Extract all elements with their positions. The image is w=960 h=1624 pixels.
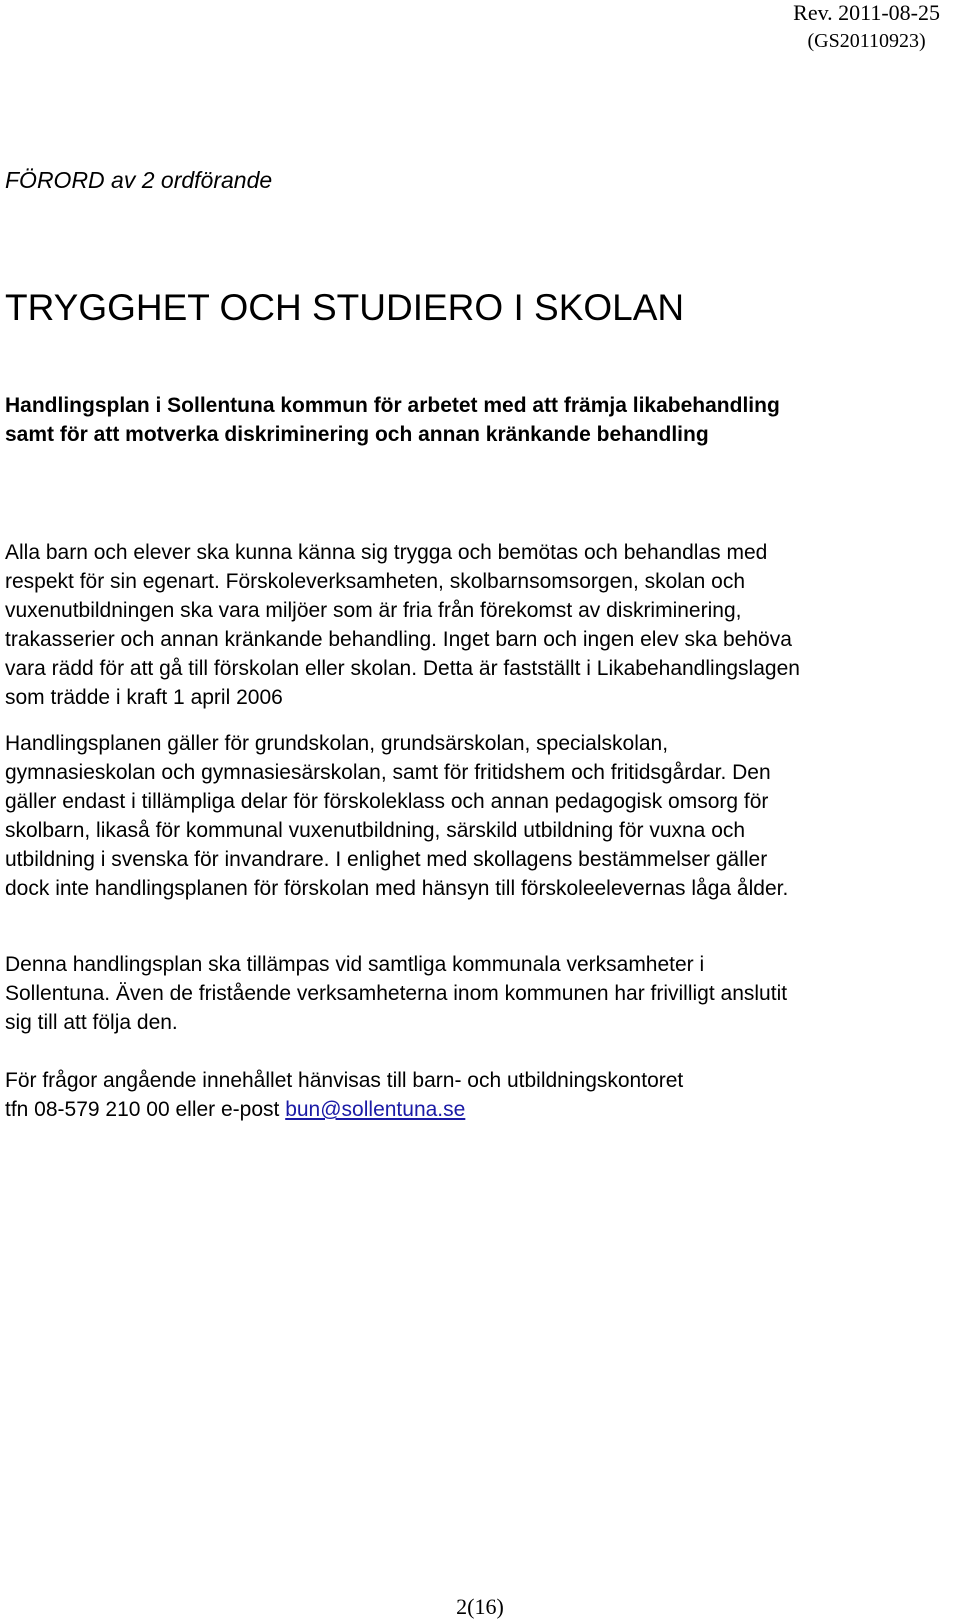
paragraph-line: dock inte handlingsplanen för förskolan med hänsyn till förskoleelevernas låga ålder. [5,877,789,900]
paragraph-application [5,950,945,1037]
email-link[interactable]: bun@sollentuna.se [285,1098,466,1121]
paragraph-line: Denna handlingsplan ska tillämpas vid samtliga kommunala verksamheter i [5,953,705,976]
paragraph-line: gäller endast i tillämpliga delar för förskoleklass och annan pedagogisk omsorg för [5,790,769,813]
paragraph-line: skolbarn, likaså för kommunal vuxenutbildning, särskild utbildning för vuxna och [5,819,746,842]
paragraph-line: respekt för sin egenart. Förskoleverksamheten, skolbarnsomsorgen, skolan och [5,570,746,593]
paragraph-scope [5,729,945,903]
revision-date: Rev. 2011-08-25 [793,0,940,25]
paragraph-contact [5,1066,945,1124]
paragraph-line: vara rädd för att gå till förskolan eller skolan. Detta är fastställt i Likabehandlingslagen [5,657,800,680]
subtitle-line: samt för att motverka diskriminering och annan kränkande behandling [5,423,709,446]
paragraph-line: Sollentuna. Även de fristående verksamheterna inom kommunen har frivilligt anslutit [5,982,788,1005]
paragraph-line: vuxenutbildningen ska vara miljöer som är fria från förekomst av diskriminering, [5,599,742,622]
page-title: TRYGGHET OCH STUDIERO I SKOLAN [5,287,685,328]
paragraph-line: Handlingsplanen gäller för grundskolan, grundsärskolan, specialskolan, [5,732,669,755]
subtitle-line: Handlingsplan i Sollentuna kommun för arbetet med att främja likabehandling [5,394,780,417]
foreword-heading: FÖRORD av 2 ordförande [5,167,273,193]
revision-reference: (GS20110923) [807,30,926,52]
paragraph-line: utbildning i svenska för invandrare. I enlighet med skollagens bestämmelser gäller [5,848,768,871]
paragraph-line: trakasserier och annan kränkande behandling. Inget barn och ingen elev ska behöva [5,628,792,651]
paragraph-line: Alla barn och elever ska kunna känna sig trygga och bemötas och behandlas med [5,541,768,564]
page-number: 2(16) [456,1594,504,1619]
subtitle [5,391,945,449]
paragraph-line: För frågor angående innehållet hänvisas till barn- och utbildningskontoret [5,1069,684,1092]
contact-line [5,1095,945,1124]
paragraph-line: gymnasieskolan och gymnasiesärskolan, samt för fritidshem och fritidsgårdar. Den [5,761,771,784]
phone-text: tfn 08-579 210 00 eller e-post [5,1098,286,1121]
paragraph-intro [5,538,945,712]
paragraph-line: sig till att följa den. [5,1011,178,1034]
paragraph-line: som trädde i kraft 1 april 2006 [5,686,283,709]
revision-header [793,0,940,54]
